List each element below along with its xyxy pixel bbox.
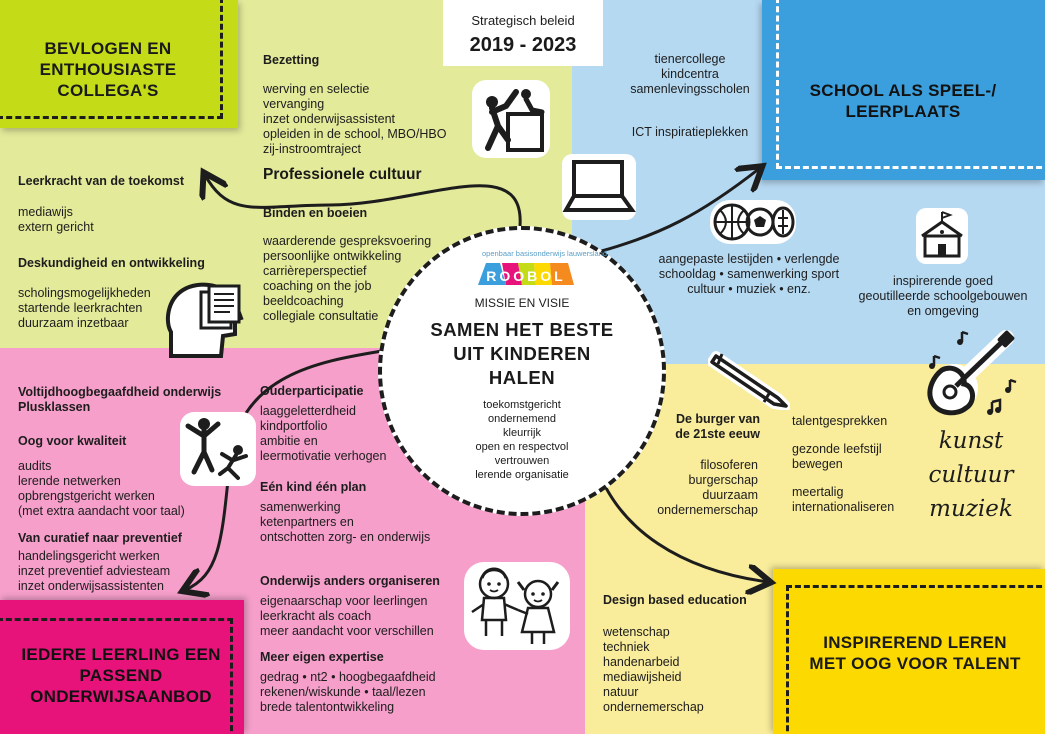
binden-title: Binden en boeien: [263, 206, 368, 220]
list-item: samenlevingsscholen: [630, 82, 750, 96]
handwritten-arts: [926, 424, 1016, 526]
design-list: [603, 625, 704, 715]
talent-list: [792, 414, 894, 515]
burger-list: [640, 458, 758, 518]
list-item: mediawijsheid: [603, 670, 682, 684]
list-item: beeldcoaching: [263, 294, 344, 308]
list-item: duurzaam: [702, 488, 758, 502]
list-item: techniek: [603, 640, 650, 654]
schools-list: [600, 52, 780, 97]
curatief-list: [18, 549, 170, 594]
bezetting-title: Bezetting: [263, 53, 320, 67]
sticky-title: INSPIREREND LEREN MET OOG VOOR TALENT: [809, 633, 1021, 673]
value-item: ondernemend: [488, 413, 556, 425]
list-item: ambitie en: [260, 434, 318, 448]
values-list: [422, 398, 622, 482]
logo-text: ROOBOL: [486, 268, 566, 284]
header-years: 2019 - 2023: [469, 34, 577, 56]
title-line: Plusklassen: [18, 400, 91, 414]
plan-title: Eén kind één plan: [260, 480, 367, 494]
list-item: coaching on the job: [263, 279, 372, 293]
handwritten-word: muziek: [929, 496, 1013, 522]
handwritten-word: cultuur: [928, 462, 1014, 488]
guitar-music-icon: [920, 328, 1024, 420]
list-item: bewegen: [792, 457, 843, 471]
bezetting-list: [263, 82, 446, 157]
list-item: (met extra aandacht voor taal): [18, 504, 185, 518]
list-item: inzet onderwijsassistent: [263, 112, 396, 126]
list-item: leermotivatie verhogen: [260, 449, 387, 463]
handwritten-word: kunst: [938, 428, 1004, 454]
list-item: ondernemerschap: [657, 503, 758, 517]
list-item: waarderende gespreksvoering: [263, 234, 432, 248]
design-title: Design based education: [603, 593, 747, 607]
list-item: natuur: [603, 685, 639, 699]
value-item: open en respectvol: [475, 441, 569, 453]
value-item: lerende organisatie: [475, 469, 569, 481]
title-line: de 21ste eeuw: [675, 427, 760, 441]
list-item: extern gericht: [18, 220, 94, 234]
ouder-title: Ouderparticipatie: [260, 384, 364, 398]
laptop-icon: [560, 152, 638, 222]
list-item: cultuur • muziek • enz.: [687, 282, 811, 296]
leerkracht-list: [18, 205, 94, 235]
anders-title: Onderwijs anders organiseren: [260, 574, 440, 588]
list-item: opbrengstgericht werken: [18, 489, 155, 503]
curatief-title: Van curatief naar preventief: [18, 531, 182, 545]
slogan: SAMEN HET BESTE UIT KINDEREN HALEN: [430, 319, 614, 388]
binden-list: [263, 234, 431, 324]
leerkracht-title: Leerkracht van de toekomst: [18, 174, 185, 188]
list-item: eigenaarschap voor leerlingen: [260, 594, 428, 608]
list-item: startende leerkrachten: [18, 301, 143, 315]
list-item: inzet onderwijsassistenten: [18, 579, 164, 593]
deskundigheid-list: [18, 286, 151, 331]
list-item: scholingsmogelijkheden: [18, 286, 151, 300]
list-item: inspirerende goed: [892, 274, 994, 288]
cultuur-title: Professionele cultuur: [263, 166, 422, 183]
ouder-list: [260, 404, 386, 464]
list-item: filosoferen: [700, 458, 758, 472]
list-item: werving en selectie: [263, 82, 370, 96]
jumping-kids-icon: [178, 410, 258, 488]
value-item: toekomstgericht: [483, 399, 561, 411]
value-item: kleurrijk: [503, 427, 541, 439]
list-item: collegiale consultatie: [263, 309, 379, 323]
kwaliteit-title: Oog voor kwaliteit: [18, 434, 127, 448]
buildings-list: [848, 274, 1038, 319]
children-drawing-icon: [462, 560, 572, 652]
list-item: carrièreperspectief: [263, 264, 367, 278]
burger-title: [660, 412, 760, 442]
list-item: leerkracht als coach: [260, 609, 372, 623]
list-item: ketenpartners en: [260, 515, 354, 529]
list-item: wetenschap: [603, 625, 670, 639]
list-item: talentgesprekken: [792, 414, 888, 428]
list-item: internationaliseren: [792, 500, 895, 514]
plan-list: [260, 500, 430, 545]
list-item: kindportfolio: [260, 419, 328, 433]
header-subtitle: Strategisch beleid: [471, 13, 575, 28]
list-item: geoutilleerde schoolgebouwen: [858, 289, 1028, 303]
value-item: vertrouwen: [494, 455, 550, 467]
list-item: zij-instroomtraject: [263, 142, 361, 156]
list-item: mediawijs: [18, 205, 73, 219]
list-item: tienercollege: [654, 52, 726, 66]
list-item: audits: [18, 459, 52, 473]
list-item: samenwerking: [260, 500, 341, 514]
list-item: duurzaam inzetbaar: [18, 316, 129, 330]
list-item: meer aandacht voor verschillen: [260, 624, 434, 638]
expertise-title: Meer eigen expertise: [260, 650, 384, 664]
list-item: laaggeletterdheid: [260, 404, 356, 418]
list-item: opleiden in de school, MBO/HBO: [263, 127, 447, 141]
list-item: persoonlijke ontwikkeling: [263, 249, 402, 263]
head-documents-icon: [165, 278, 255, 358]
list-item: vervanging: [263, 97, 325, 111]
list-item: kindcentra: [661, 67, 719, 81]
school-building-icon: [916, 208, 968, 264]
list-item: brede talentontwikkeling: [260, 700, 395, 714]
brand-tagline: openbaar basisonderwijs lauwersland: [482, 249, 608, 258]
list-item: schooldag • samenwerking sport: [658, 267, 840, 281]
missie-label: MISSIE EN VISIE: [474, 296, 570, 310]
list-item: rekenen/wiskunde • taal/lezen: [260, 685, 426, 699]
list-item: aangepaste lestijden • verlengde: [658, 252, 840, 266]
list-item: lerende netwerken: [18, 474, 121, 488]
roobol-logo: [476, 258, 576, 288]
kwaliteit-list: [18, 459, 185, 519]
list-item: gedrag • nt2 • hoogbegaafdheid: [260, 670, 436, 684]
sticky-title: IEDERE LEERLING EEN PASSEND ONDERWIJSAANBOD: [21, 645, 221, 706]
activities-list: [644, 252, 854, 297]
list-item: meertalig: [792, 485, 844, 499]
title-line: De burger van: [675, 412, 760, 426]
expertise-list: [260, 670, 436, 715]
ict-label: ICT inspiratieplekken: [631, 125, 749, 139]
deskundigheid-title: Deskundigheid en ontwikkeling: [18, 256, 205, 270]
list-item: en omgeving: [907, 304, 979, 318]
list-item: inzet preventief adviesteam: [18, 564, 171, 578]
pencil-icon: [708, 348, 790, 410]
list-item: handelingsgericht werken: [18, 549, 160, 563]
list-item: ondernemerschap: [603, 700, 704, 714]
list-item: burgerschap: [688, 473, 758, 487]
anders-list: [260, 594, 434, 639]
title-line: Voltijdhoogbegaafdheid onderwijs: [18, 385, 222, 399]
sticky-title: SCHOOL ALS SPEEL-/ LEERPLAATS: [809, 81, 997, 121]
list-item: handenarbeid: [603, 655, 680, 669]
climbing-teamwork-icon: [470, 78, 552, 160]
list-item: gezonde leefstijl: [792, 442, 882, 456]
sports-balls-icon: [710, 200, 796, 244]
sticky-title: BEVLOGEN EN ENTHOUSIASTE COLLEGA'S: [39, 39, 177, 100]
list-item: ontschotten zorg- en onderwijs: [260, 530, 431, 544]
